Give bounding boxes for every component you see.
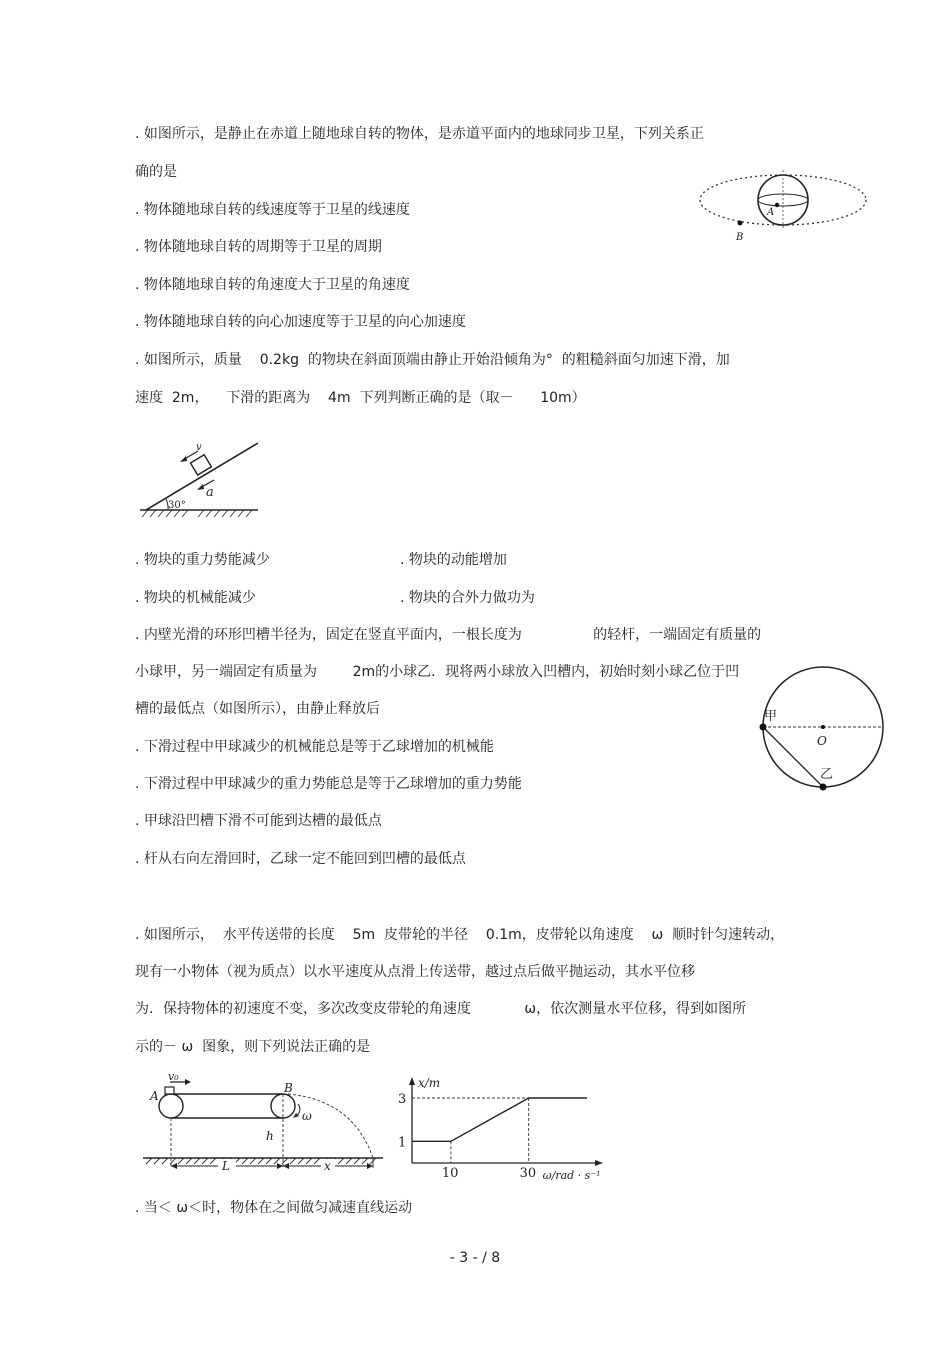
chart-y-axis-label: x/m — [418, 1076, 441, 1090]
q4-stem-line3: 为．保持物体的初速度不变，多次改变皮带轮的角速度 ω，依次测量水平位移，得到如图所 — [135, 1001, 747, 1017]
q2-option-a: . 物块的重力势能减少 — [135, 552, 270, 568]
q2-option-d: . 物块的合外力做功为 — [400, 590, 535, 606]
q4-stem-line4: 示的－ ω 图象，则下列说法正确的是 — [135, 1039, 371, 1055]
chart-y-axis-arrow — [409, 1077, 415, 1085]
q2-angle-label: 30° — [168, 500, 186, 511]
q2-option-c: . 物块的机械能减少 — [135, 590, 256, 606]
q3-option-d: . 杆从右向左滑回时，乙球一定不能回到凹槽的最低点 — [135, 851, 466, 867]
q4-label-b: B — [284, 1081, 293, 1095]
q1-option-b: . 物体随地球自转的周期等于卫星的周期 — [135, 239, 382, 255]
q2-stem-line2: 速度 2m， 下滑的距离为 4m 下列判断正确的是（取－ 10m） — [135, 390, 586, 406]
q3-stem-line2: 小球甲，另一端固定有质量为 2m的小球乙．现将两小球放入凹槽内，初始时刻小球乙位于凹 — [135, 664, 740, 680]
q3-label-jia: 甲 — [764, 709, 778, 724]
q1-option-d: . 物体随地球自转的向心加速度等于卫星的向心加速度 — [135, 314, 466, 330]
q2-incline-figure — [138, 438, 268, 520]
q4-label-a: A — [150, 1089, 159, 1103]
q3-option-c: . 甲球沿凹槽下滑不可能到达槽的最低点 — [135, 813, 382, 829]
q1-satellite-figure — [695, 160, 875, 245]
q1-label-a: A — [767, 207, 775, 218]
q2-velocity-label: v — [196, 442, 202, 453]
q3-stem-line3: 槽的最低点（如图所示），由静止释放后 — [135, 701, 380, 717]
q1-label-b: B — [736, 232, 744, 243]
q3-option-b: . 下滑过程中甲球减少的重力势能总是等于乙球增加的重力势能 — [135, 776, 522, 792]
q1-option-a: . 物体随地球自转的线速度等于卫星的线速度 — [135, 202, 410, 218]
q4-label-x: x — [324, 1159, 331, 1173]
q3-stem-line1: . 内壁光滑的环形凹槽半径为，固定在竖直平面内，一根长度为 的轻杆，一端固定有质量的 — [135, 627, 762, 643]
q2-stem-line1: . 如图所示，质量 0.2kg 的物块在斜面顶端由静止开始沿倾角为° 的粗糙斜面匀加速下滑，加 — [135, 352, 730, 368]
chart-x-tick-10: 10 — [441, 1166, 459, 1181]
chart-x-axis-arrow — [595, 1160, 603, 1166]
q4-option-a: . 当＜ ω＜时，物体在之间做匀减速直线运动 — [135, 1200, 413, 1216]
q4-x-omega-chart — [390, 1075, 615, 1187]
q1-stem-line2: 确的是 — [135, 164, 177, 180]
chart-x-tick-30: 30 — [519, 1166, 537, 1181]
q3-groove-figure — [755, 660, 895, 795]
q3-option-a: . 下滑过程中甲球减少的机械能总是等于乙球增加的机械能 — [135, 739, 494, 755]
chart-y-tick-3: 3 — [398, 1092, 407, 1107]
q4-stem-line2: 现有一小物体（视为质点）以水平速度从点滑上传送带，越过点后做平抛运动，其水平位移 — [135, 964, 695, 980]
q2-option-b: . 物块的动能增加 — [400, 552, 507, 568]
chart-series-line — [412, 1098, 587, 1141]
q4-v0-label: v₀ — [168, 1070, 179, 1083]
page-number: - 3 - / 8 — [449, 1250, 501, 1266]
q4-stem-line1: . 如图所示， 水平传送带的长度 5m 皮带轮的半径 0.1m，皮带轮以角速度 ω 顺时针匀速转动， — [135, 927, 785, 943]
chart-x-axis-label: ω/rad · s⁻¹ — [542, 1169, 601, 1182]
q4-label-h: h — [266, 1129, 274, 1143]
q4-label-l: L — [222, 1159, 230, 1173]
q2-acceleration-label: a — [206, 485, 214, 500]
q4-conveyor-figure — [138, 1070, 388, 1188]
q4-omega-label: ω — [302, 1109, 312, 1123]
chart-y-tick-1: 1 — [398, 1135, 407, 1151]
q3-label-o: O — [817, 734, 827, 748]
q1-option-c: . 物体随地球自转的角速度大于卫星的角速度 — [135, 277, 410, 293]
q1-stem-line1: . 如图所示，是静止在赤道上随地球自转的物体，是赤道平面内的地球同步卫星，下列关系正 — [135, 126, 704, 142]
q3-label-yi: 乙 — [820, 767, 834, 782]
